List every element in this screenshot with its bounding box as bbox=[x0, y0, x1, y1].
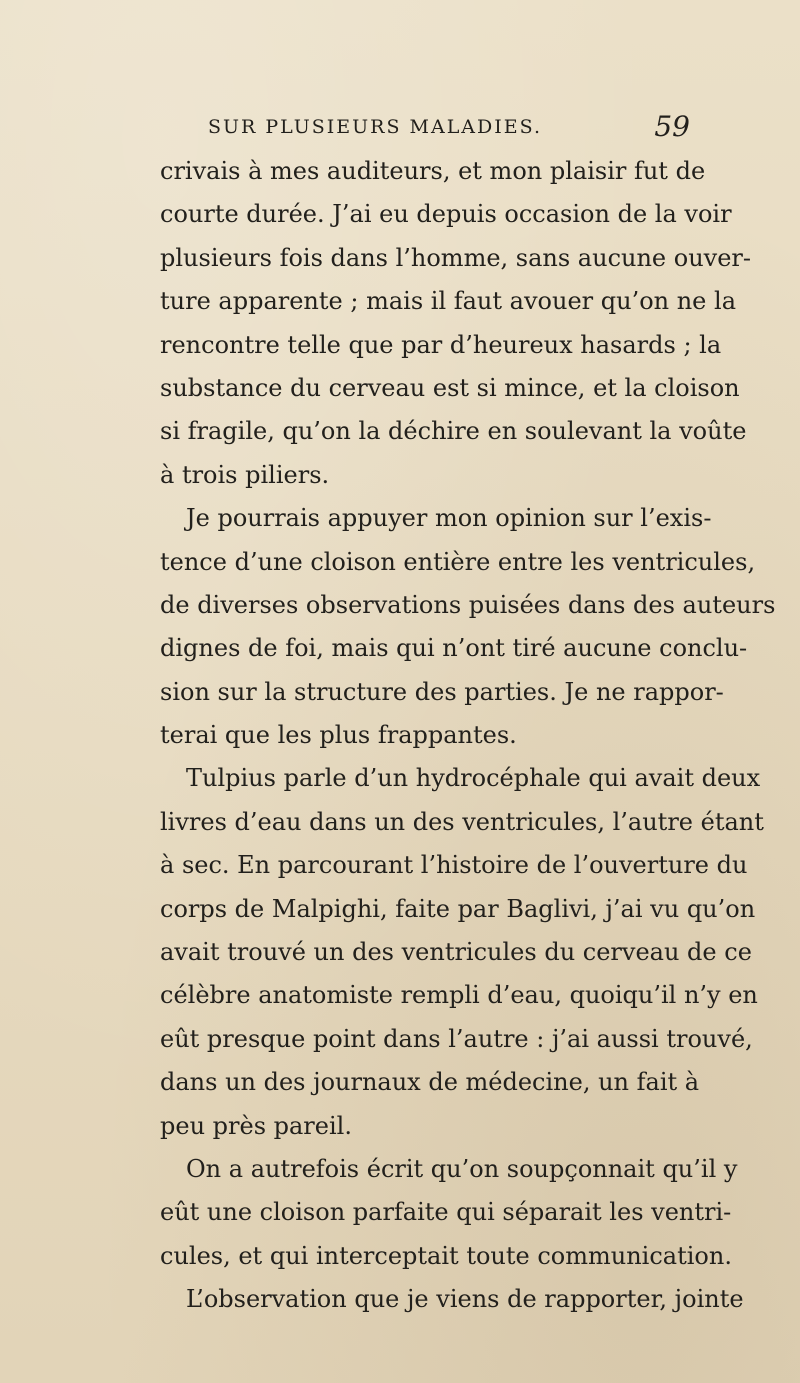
text-line: cules, et qui interceptait toute communication. bbox=[160, 1241, 732, 1270]
text-line: livres d’eau dans un des ventricules, l’autre étant bbox=[160, 807, 764, 836]
text-line: de diverses observations puisées dans des auteurs bbox=[160, 590, 776, 619]
text-line: corps de Malpighi, faite par Baglivi, j’ai vu qu’on bbox=[160, 894, 756, 923]
text-line: rencontre telle que par d’heureux hasards ; la bbox=[160, 330, 722, 359]
text-line: Je pourrais appuyer mon opinion sur l’exis- bbox=[186, 504, 712, 533]
text-line: tence d’une cloison entière entre les ventricules, bbox=[160, 547, 756, 576]
text-line: Tulpius parle d’un hydrocéphale qui avait deux bbox=[186, 764, 761, 793]
text-line: terai que les plus frappantes. bbox=[160, 721, 517, 750]
text-line: avait trouvé un des ventricules du cerveau de ce bbox=[160, 938, 752, 967]
text-line: peu près pareil. bbox=[160, 1111, 352, 1140]
text-line: dans un des journaux de médecine, un fait à bbox=[160, 1068, 700, 1097]
text-line: L’observation que je viens de rapporter, jointe bbox=[186, 1285, 744, 1314]
page-number: 59 bbox=[654, 110, 690, 143]
text-line: eût une cloison parfaite qui séparait les ventri- bbox=[160, 1198, 732, 1227]
text-line: si fragile, qu’on la déchire en soulevant la voûte bbox=[160, 417, 747, 446]
text-line: à sec. En parcourant l’histoire de l’ouverture du bbox=[160, 851, 748, 880]
text-line: crivais à mes auditeurs, et mon plaisir fut de bbox=[160, 157, 706, 185]
text-line: ture apparente ; mais il faut avouer qu’on ne la bbox=[160, 287, 736, 316]
body-text bbox=[160, 150, 776, 1322]
text-block bbox=[160, 110, 776, 1322]
text-line: substance du cerveau est si mince, et la cloison bbox=[160, 373, 740, 402]
text-line: célèbre anatomiste rempli d’eau, quoiqu’il n’y en bbox=[160, 981, 758, 1010]
text-line: sion sur la structure des parties. Je ne rappor- bbox=[160, 677, 724, 706]
text-line: plusieurs fois dans l’homme, sans aucune ouver- bbox=[160, 243, 752, 272]
text-line: à trois piliers. bbox=[160, 460, 330, 489]
running-head bbox=[160, 110, 690, 150]
running-head-title: SUR PLUSIEURS MALADIES. bbox=[208, 116, 543, 138]
text-line: courte durée. J’ai eu depuis occasion de la voir bbox=[160, 200, 732, 229]
text-line: eût presque point dans l’autre : j’ai aussi trouvé, bbox=[160, 1024, 753, 1053]
text-line: dignes de foi, mais qui n’ont tiré aucune conclu- bbox=[160, 634, 748, 663]
text-line: On a autrefois écrit qu’on soupçonnait qu’il y bbox=[186, 1154, 738, 1183]
